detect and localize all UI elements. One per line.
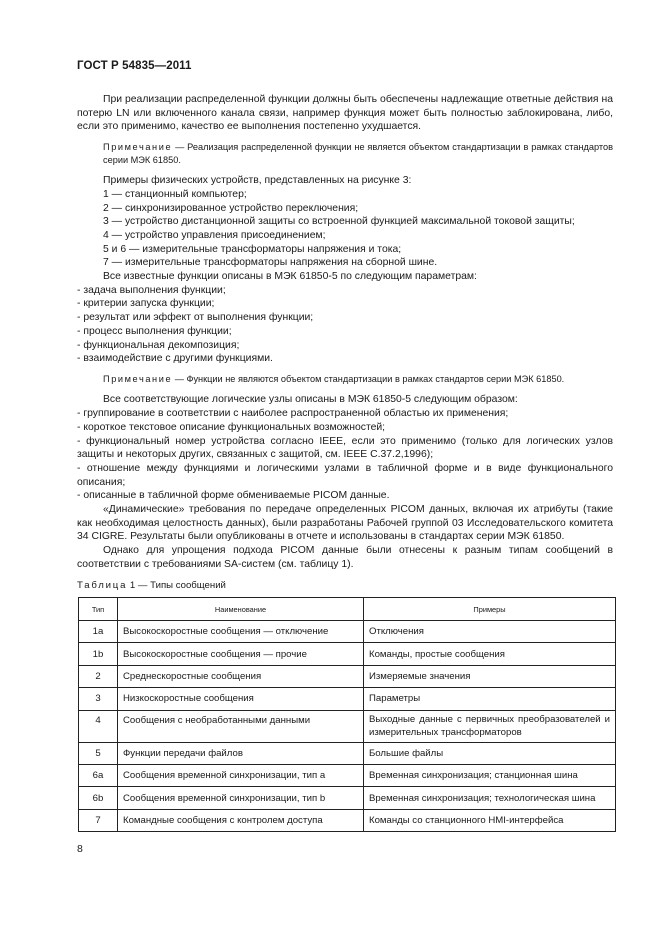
device-item-3: 3 — устройство дистанционной защиты со встроенной функцией максимальной токовой защиты; [103, 216, 575, 228]
table-header-row [79, 598, 616, 621]
note-functions [77, 373, 613, 386]
cell-type: 2 [79, 665, 118, 687]
device-item-5: 5 и 6 — измерительные трансформаторы напряжения и тока; [103, 243, 402, 255]
table-row [79, 710, 616, 742]
page-number: 8 [77, 843, 83, 855]
header-type: Тип [79, 598, 118, 621]
cell-type: 4 [79, 710, 118, 742]
functions-intro: Все известные функции описаны в МЭК 61850-5 по следующим параметрам: [103, 271, 477, 283]
cell-type: 1b [79, 643, 118, 665]
cell-type: 3 [79, 688, 118, 710]
function-param-2: - критерии запуска функции; [77, 298, 215, 310]
table-row [79, 665, 616, 687]
paragraph-simplification: Однако для упрощения подхода PICOM данные были отнесены к разным типам сообщений в соответствии с требованиями SA-систем (см. таблицу 1). [77, 545, 613, 570]
cell-type: 7 [79, 809, 118, 831]
device-item-1: 1 — станционный компьютер; [103, 188, 247, 200]
cell-examples: Параметры [364, 688, 616, 710]
table-caption-label: Таблица [77, 580, 128, 591]
cell-type: 5 [79, 742, 118, 764]
devices-intro: Примеры физических устройств, представленных на рисунке 3: [103, 175, 412, 187]
function-param-5: - функциональная декомпозиция; [77, 339, 240, 351]
device-item-2: 2 — синхронизированное устройство переключения; [103, 202, 359, 214]
function-param-4: - процесс выполнения функции; [77, 325, 232, 337]
cell-examples: Команды, простые сообщения [364, 643, 616, 665]
cell-type: 6a [79, 764, 118, 786]
node-desc-1: - группирование в соответствии с наиболее распространенной областью их применения; [77, 408, 509, 420]
cell-examples: Измеряемые значения [364, 665, 616, 687]
header-examples: Примеры [364, 598, 616, 621]
cell-name: Высокоскоростные сообщения — отключение [118, 621, 364, 643]
body-text [77, 93, 613, 572]
table-row [79, 787, 616, 809]
note-label: Примечание [103, 142, 173, 153]
note-distributed-function [77, 141, 613, 166]
cell-name: Командные сообщения с контролем доступа [118, 809, 364, 831]
node-desc-3: - функциональный номер устройства согласно IEEE, если это применимо (только для логических узлов защиты и некоторых других, связанных с защитой, см. IEEE C.37.2,1996); [77, 435, 613, 461]
document-header: ГОСТ Р 54835—2011 [77, 60, 192, 72]
table-row [79, 742, 616, 764]
node-desc-5: - описанные в табличной форме обмениваемые PICOM данные. [77, 490, 390, 502]
nodes-intro: Все соответствующие логические узлы описаны в МЭК 61850-5 следующим образом: [103, 394, 518, 406]
cell-examples: Команды со станционного HMI-интерфейса [364, 809, 616, 831]
cell-examples: Временная синхронизация; станционная шина [364, 764, 616, 786]
note-text: — Функции не являются объектом стандартизации в рамках стандартов серии МЭК 61850. [172, 373, 565, 384]
message-types-table [78, 597, 616, 832]
note-text: — Реализация распределенной функции не является объектом стандартизации в рамках стандартов серии МЭК 61850. [103, 142, 613, 165]
cell-examples: Выходные данные с первичных преобразователей и измерительных трансформаторов [364, 710, 616, 742]
header-name: Наименование [118, 598, 364, 621]
device-item-6: 7 — измерительные трансформаторы напряжения на сборной шине. [103, 257, 438, 269]
function-param-3: - результат или эффект от выполнения функции; [77, 312, 314, 324]
cell-name: Сообщения с необработанными данными [118, 710, 364, 742]
note-label: Примечание [103, 373, 173, 384]
table-row [79, 643, 616, 665]
cell-name: Среднескоростные сообщения [118, 665, 364, 687]
cell-examples: Большие файлы [364, 742, 616, 764]
function-param-1: - задача выполнения функции; [77, 284, 226, 296]
table-row [79, 688, 616, 710]
device-item-4: 4 — устройство управления присоединением; [103, 229, 326, 241]
paragraph-distributed-function: При реализации распределенной функции должны быть обеспечены надлежащие ответные действия на потерю LN или включенного канала связи, например функция может быть полностью заблокирована, либо, если это применимо, качество ее выполнения постепенно ухудшается. [77, 94, 613, 133]
cell-name: Сообщения временной синхронизации, тип b [118, 787, 364, 809]
paragraph-dynamic-requirements: «Динамические» требования по передаче определенных PICOM данных, включая их атрибуты (такие как необходимая целостность данных), были разработаны Рабочей группой 03 Исследовательского комитета 34 CIGRE. Результаты были опубликованы в отчете и использованы в стандартах серии МЭК 61850. [77, 504, 613, 543]
cell-name: Сообщения временной синхронизации, тип a [118, 764, 364, 786]
table-caption [77, 580, 226, 591]
cell-type: 6b [79, 787, 118, 809]
cell-name: Высокоскоростные сообщения — прочие [118, 643, 364, 665]
cell-name: Функции передачи файлов [118, 742, 364, 764]
table-row [79, 621, 616, 643]
node-desc-4: - отношение между функциями и логическими узлами в табличной форме и в виде функционального описания; [77, 462, 613, 488]
cell-examples: Временная синхронизация; технологическая шина [364, 787, 616, 809]
table-row [79, 809, 616, 831]
table-row [79, 764, 616, 786]
function-param-6: - взаимодействие с другими функциями. [77, 353, 273, 365]
cell-name: Низкоскоростные сообщения [118, 688, 364, 710]
cell-examples: Отключения [364, 621, 616, 643]
node-desc-2: - короткое текстовое описание функциональных возможностей; [77, 421, 386, 433]
cell-type: 1a [79, 621, 118, 643]
table-caption-text: 1 — Типы сообщений [127, 580, 226, 591]
